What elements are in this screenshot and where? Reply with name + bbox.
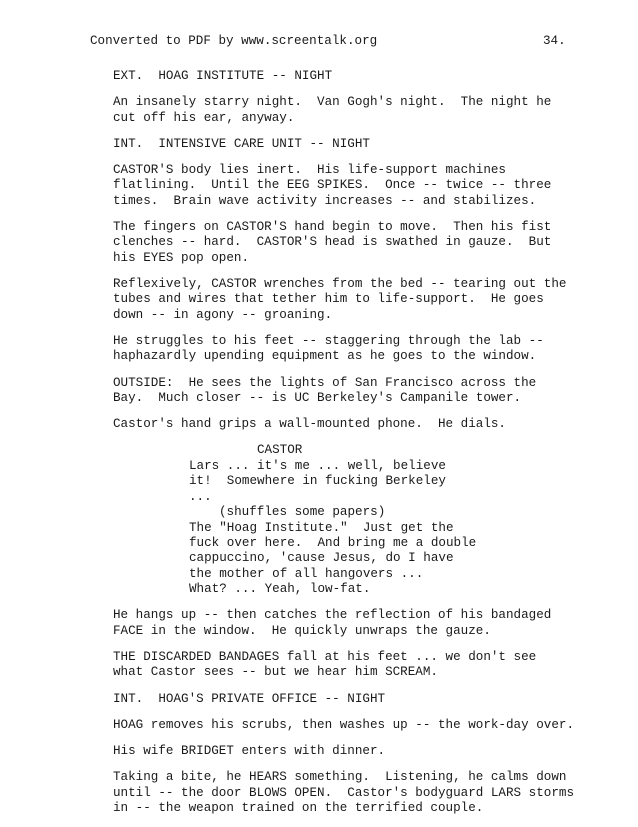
- script-body: [113, 69, 613, 827]
- action-paragraph: An insanely starry night. Van Gogh's night. The night he cut off his ear, anyway.: [113, 95, 552, 125]
- dialogue-line: it! Somewhere in fucking Berkeley: [189, 474, 446, 489]
- dialogue-block: [113, 443, 613, 597]
- action-paragraph: He struggles to his feet -- staggering through the lab -- haphazardly upending equipment as he goes to the window.: [113, 334, 544, 364]
- header-source: Converted to PDF by www.screentalk.org: [90, 34, 378, 48]
- action-paragraph: OUTSIDE: He sees the lights of San Francisco across the Bay. Much closer -- is UC Berkeley's Campanile tower.: [113, 375, 537, 406]
- action-paragraph: He hangs up -- then catches the reflection of his bandaged FACE in the window. He quickly unwraps the gauze.: [113, 608, 552, 638]
- dialogue-line: ...: [189, 489, 212, 504]
- dialogue-line: What? ... Yeah, low-fat.: [189, 582, 371, 597]
- dialogue-line: fuck over here. And bring me a double: [189, 535, 477, 550]
- action-paragraph: HOAG removes his scrubs, then washes up -- the work-day over.: [113, 717, 575, 732]
- action-paragraph: CASTOR'S body lies inert. His life-support machines flatlining. Until the EEG SPIKES. Once -- twice -- three times. Brain wave activity increases -- and stabilizes.: [113, 163, 552, 208]
- scene-heading: INT. HOAG'S PRIVATE OFFICE -- NIGHT: [113, 691, 386, 706]
- dialogue-line: the mother of all hangovers ...: [189, 566, 424, 581]
- action-paragraph: Taking a bite, he HEARS something. Listening, he calms down until -- the door BLOWS OPEN. Castor's bodyguard LARS storms in -- the weapon trained on the terrified couple.: [113, 770, 575, 815]
- action-paragraph: Castor's hand grips a wall-mounted phone. He dials.: [113, 417, 506, 432]
- dialogue-line: cappuccino, 'cause Jesus, do I have: [189, 551, 454, 566]
- character-name: CASTOR: [257, 443, 303, 458]
- action-paragraph: His wife BRIDGET enters with dinner.: [113, 743, 386, 758]
- action-paragraph: Reflexively, CASTOR wrenches from the bed -- tearing out the tubes and wires that tether him to life-support. He goes down -- in agony -- groaning.: [113, 277, 567, 322]
- action-paragraph: The fingers on CASTOR'S hand begin to move. Then his fist clenches -- hard. CASTOR'S head is swathed in gauze. But his EYES pop open.: [113, 220, 552, 265]
- action-paragraph: THE DISCARDED BANDAGES fall at his feet ... we don't see what Castor sees -- but we hear him SCREAM.: [113, 649, 537, 680]
- parenthetical: (shuffles some papers): [219, 505, 386, 520]
- dialogue-line: The "Hoag Institute." Just get the: [189, 520, 454, 535]
- scene-heading: EXT. HOAG INSTITUTE -- NIGHT: [113, 69, 333, 83]
- scene-heading: INT. INTENSIVE CARE UNIT -- NIGHT: [113, 136, 370, 151]
- page-number: 34.: [543, 34, 566, 48]
- dialogue-line: Lars ... it's me ... well, believe: [189, 458, 446, 473]
